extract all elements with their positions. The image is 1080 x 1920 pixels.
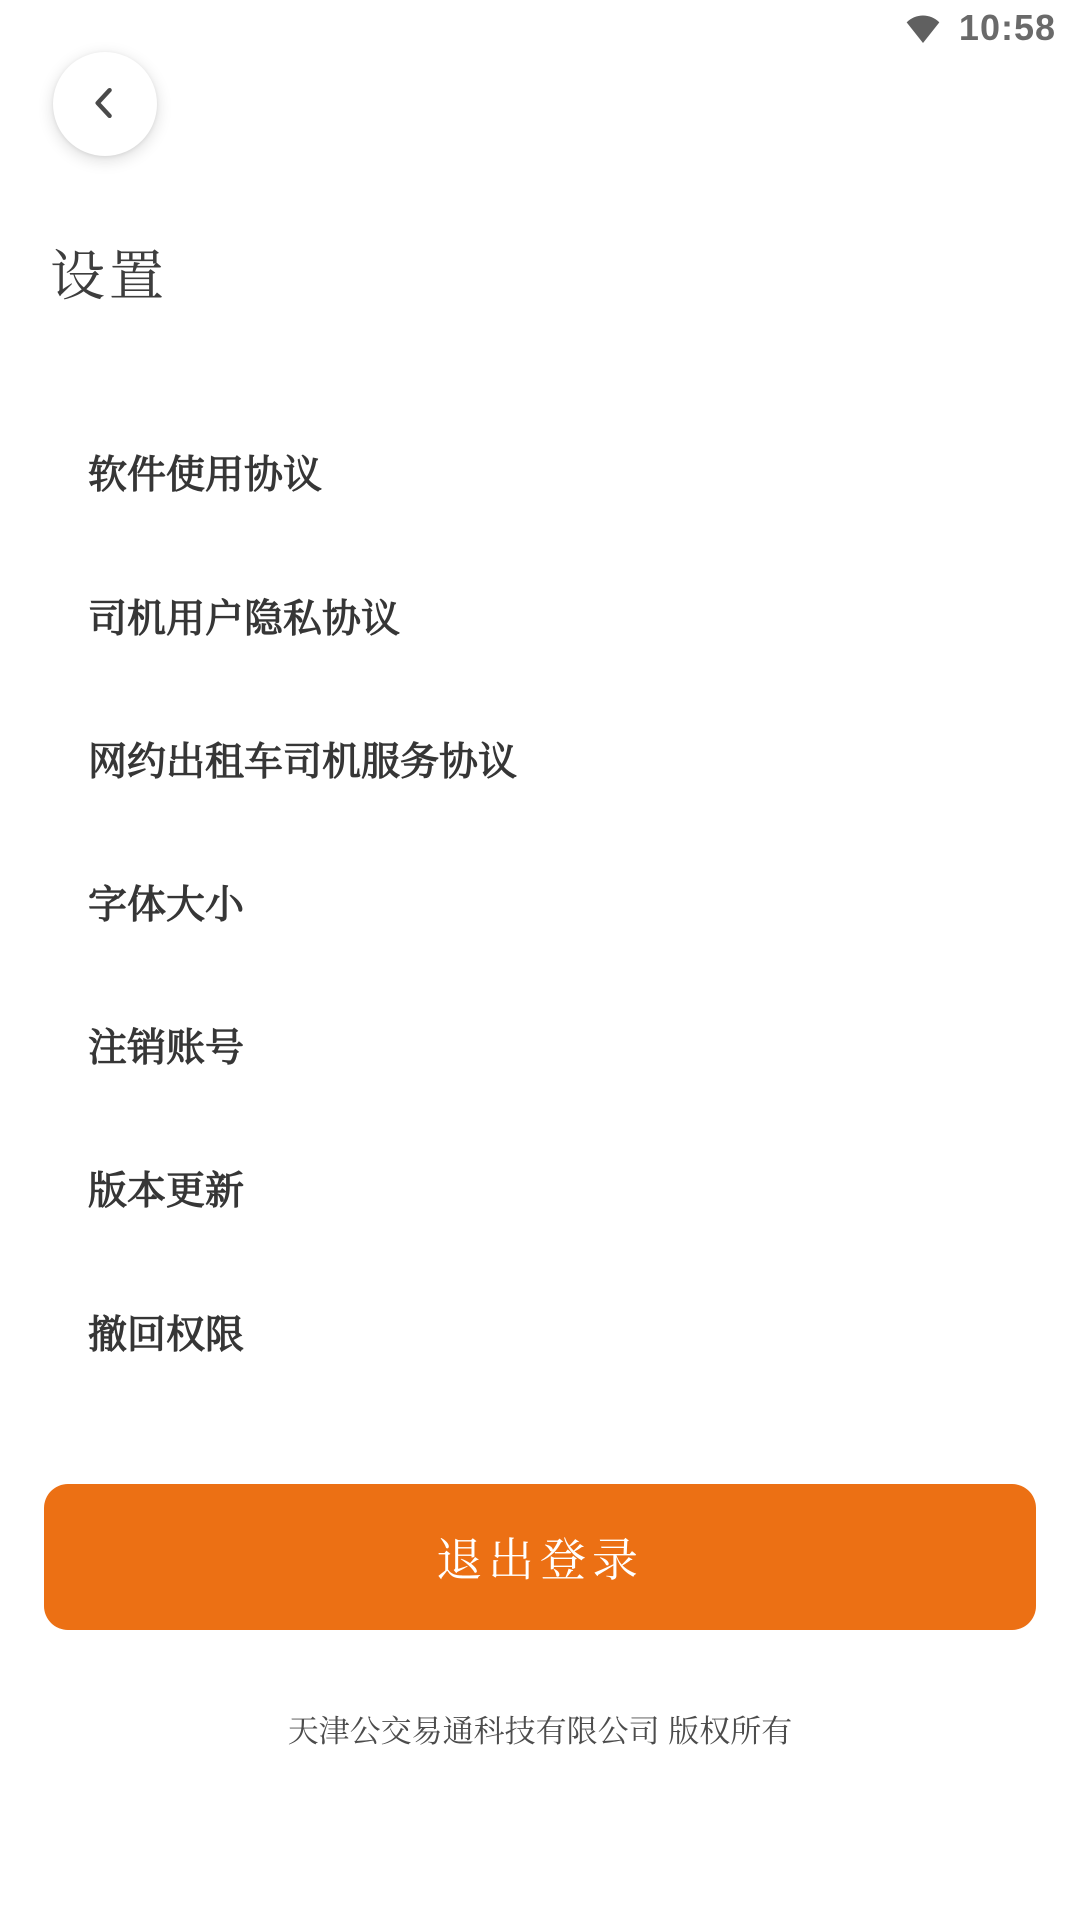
menu-item-taxi-driver-service-agreement[interactable] xyxy=(88,739,992,787)
chevron-left-icon xyxy=(83,81,127,128)
page-title: 设置 xyxy=(50,245,169,307)
menu-item-label: 撤回权限 xyxy=(88,1314,245,1357)
back-button[interactable] xyxy=(53,52,157,156)
menu-item-software-agreement[interactable] xyxy=(88,452,992,500)
status-bar xyxy=(0,0,1080,56)
menu-item-font-size[interactable] xyxy=(88,882,992,930)
menu-item-label: 软件使用协议 xyxy=(88,454,323,497)
menu-item-delete-account[interactable] xyxy=(88,1025,992,1073)
wifi-icon xyxy=(903,8,943,48)
menu-item-label: 网约出租车司机服务协议 xyxy=(88,741,518,784)
menu-item-revoke-permissions[interactable] xyxy=(88,1312,992,1360)
menu-item-label: 注销账号 xyxy=(88,1027,245,1070)
menu-item-label: 司机用户隐私协议 xyxy=(88,598,401,641)
menu-item-label: 版本更新 xyxy=(88,1170,245,1213)
copyright-text: 天津公交易通科技有限公司 版权所有 xyxy=(287,1714,793,1749)
status-time: 10:58 xyxy=(958,7,1056,48)
logout-button[interactable]: 退出登录 xyxy=(44,1484,1036,1630)
menu-item-label: 字体大小 xyxy=(88,884,245,927)
menu-item-driver-privacy-agreement[interactable] xyxy=(88,596,992,644)
menu-item-version-update[interactable] xyxy=(88,1168,992,1216)
